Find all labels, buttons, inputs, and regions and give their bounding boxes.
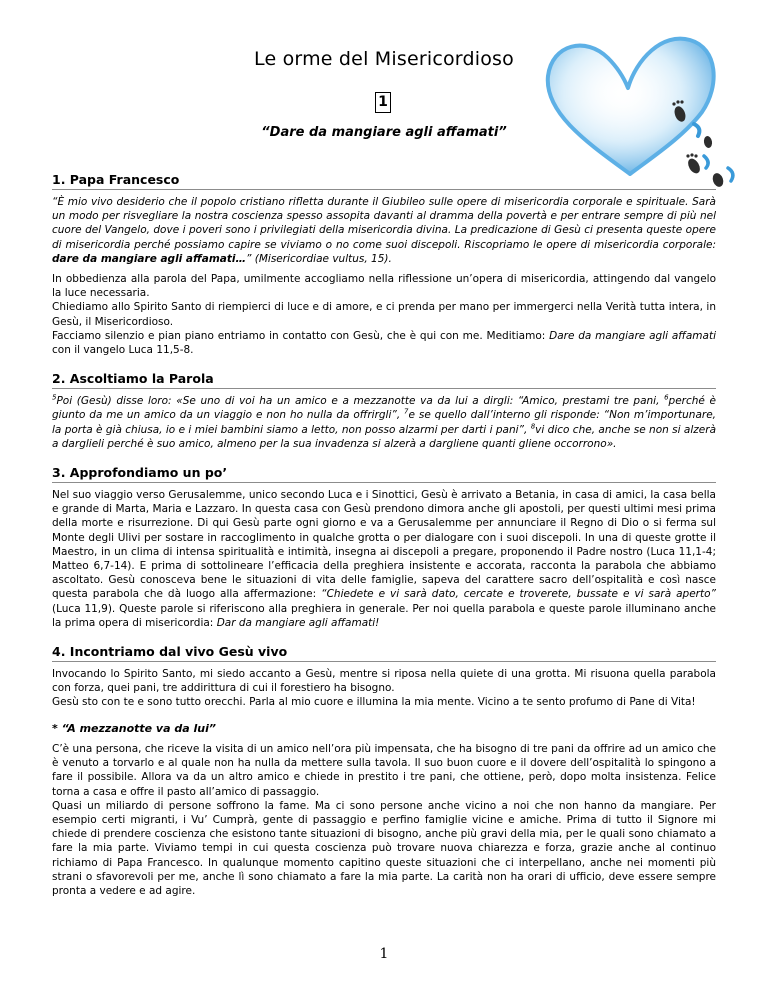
paragraph: Quasi un miliardo di persone soffrono la fame. Ma ci sono persone anche vicino a noi che non hanno da mangiare. Per esempio certi migranti, i Vu’ Cumprà, gente di passaggio e perfino famiglie vicine e amiche. Prima di tutto il Signore mi chiede di prendere coscienza che esistono tante situazioni di bisogno, anche più gravi della mia, per le quali sono chiamato a fare la mia parte. Viviamo tempi in cui questa coscienza può trovare nuova chiarezza e forza, grazie anche al continuo richiamo di Papa Francesco. In qualunque momento capitino queste situazioni che ci interpellano, anche nei momenti più strani o sfavorevoli per me, anche lì sono chiamato a fare la mia parte. La carità non ha orari di ufficio, deve essere sempre pronta a vedere e ad agire. <box>52 799 716 897</box>
gospel-passage: $^5$Poi (Gesù) disse loro: «Se uno di voi ha un amico e a mezzanotte va da lui a dirgli: “Amico, prestami tre pani, $^6$perché è giunto da me un amico da un viaggio e non ho nulla da offrirgli”, $^7$e se quello dall’interno gli risponde: “Non m’importunare, la porta è già chiusa, io e i miei bambini siamo a letto, non posso alzarmi per darti i pani”, $^8$vi dico che, anche se non si alzerà a darglieli perché è suo amico, almeno per la sua invadenza si alzerà a dargliene quanti gliene occorrono». <box>52 393 716 450</box>
section-heading: 2. Ascoltiamo la Parola <box>52 371 716 389</box>
paragraph: In obbedienza alla parola del Papa, umilmente accogliamo nella riflessione un’opera di misericordia, attingendo dal vangelo la luce necessaria. <box>52 273 716 300</box>
section-incontriamo <box>52 644 716 898</box>
paragraph: C’è una persona, che riceve la visita di un amico nell’ora più impensata, che ha bisogno di tre pani da offrire ad un amico che è venuto a torvarlo e al quale non ha nulla da mettere sulla tavola. Il suo buon cuore e il dovere dell’ospitalità lo spingono a fare il possibile. Allora va da un altro amico e chiede in prestito i tre pani, che ottiene, però, dopo molta insistenza. Felice torna a casa e offre il pasto all’amico di passaggio. <box>52 742 716 798</box>
paragraph: Gesù sto con te e sono tutto orecchi. Parla al mio cuore e illumina la mia mente. Vicino a te sento profumo di Pane di Vita! <box>52 696 696 709</box>
page-number: 1 <box>379 946 389 962</box>
document-page <box>52 0 716 994</box>
section-heading: 4. Incontriamo dal vivo Gesù vivo <box>52 644 716 662</box>
section-heading: 3. Approfondiamo un po’ <box>52 465 716 483</box>
section-approfondiamo <box>52 465 716 630</box>
paragraph: Nel suo viaggio verso Gerusalemme, unico secondo Luca e i Sinottici, Gesù è arrivato a Betania, in casa di amici, la casa bella e grande di Marta, Maria e Lazzaro. In questa casa con Gesù prendono dimora anche gli apostoli, per questi ultimi mesi prima della morte e risurrezione. Di qui Gesù parte ogni giorno e va a Gerusalemme per annunciare il Regno di Dio o si ferma sul Monte degli Ulivi per sostare in raccoglimento in qualche grotta o per dialogare con i suoi discepoli. In una di queste grotte il Maestro, in un clima di intensa spiritualità e intimità, insegna ai discepoli a pregare, proponendo il Padre nostro (Luca 11,1-4; Matteo 6,7-14). E prima di sottolineare l’efficacia della preghiera insistente e accorata, racconta la parabola che abbiamo ascoltato. Gesù conosceva bene le situazioni di vita delle famiglie, sapeva del carattere sacro dell’ospitalità e così nasce questa parabola che dà luogo alla affermazione: “Chiedete e vi sarà dato, cercate e troverete, bussate e vi sarà aperto” (Luca 11,9). Queste parole si riferiscono alla preghiera in generale. Per noi quella parabola e queste parole illuminano anche la prima opera di misericordia: Dar da mangiare agli affamati! <box>52 489 716 629</box>
paragraph: Facciamo silenzio e pian piano entriamo in contatto con Gesù, che è qui con me. Meditiamo: Dare da mangiare agli affamati con il vangelo Luca 11,5-8. <box>52 329 716 357</box>
section-papa-francesco <box>52 172 716 357</box>
pope-quote: “È mio vivo desiderio che il popolo cristiano rifletta durante il Giubileo sulle opere di misericordia corporale e spirituale. Sarà un modo per risvegliare la nostra coscienza spesso assopita davanti al dramma della povertà e per entrare sempre di più nel cuore del Vangelo, dove i poveri sono i privilegiati della misericordia divina. La predicazione di Gesù ci presenta queste opere di misericordia perché possiamo capire se viviamo o no come suoi discepoli. Riscopriamo le opere di misericordia corporale: dare da mangiare agli affamati…” (Misericordiae vultus, 15). <box>52 196 716 265</box>
subsection-heading: * “A mezzanotte va da lui” <box>52 721 216 735</box>
section-ascoltiamo <box>52 371 716 451</box>
document-title: Le orme del Misericordioso <box>254 48 514 70</box>
section-heading: 1. Papa Francesco <box>52 172 716 190</box>
paragraph: Chiediamo allo Spirito Santo di riempierci di luce e di amore, e ci prenda per mano per immergerci nella Verità tutta intera, in Gesù, il Misericordioso. <box>52 301 716 328</box>
document-body <box>52 172 716 912</box>
paragraph: Invocando lo Spirito Santo, mi siedo accanto a Gesù, mentre si riposa nella quiete di una grotta. Mi risuona quella parabola con forza, quei pani, tre addirittura di cui il forestiero ha bisogno. <box>52 668 716 695</box>
document-subtitle: “Dare da mangiare agli affamati” <box>261 125 507 140</box>
issue-number-box: 1 <box>375 92 391 113</box>
